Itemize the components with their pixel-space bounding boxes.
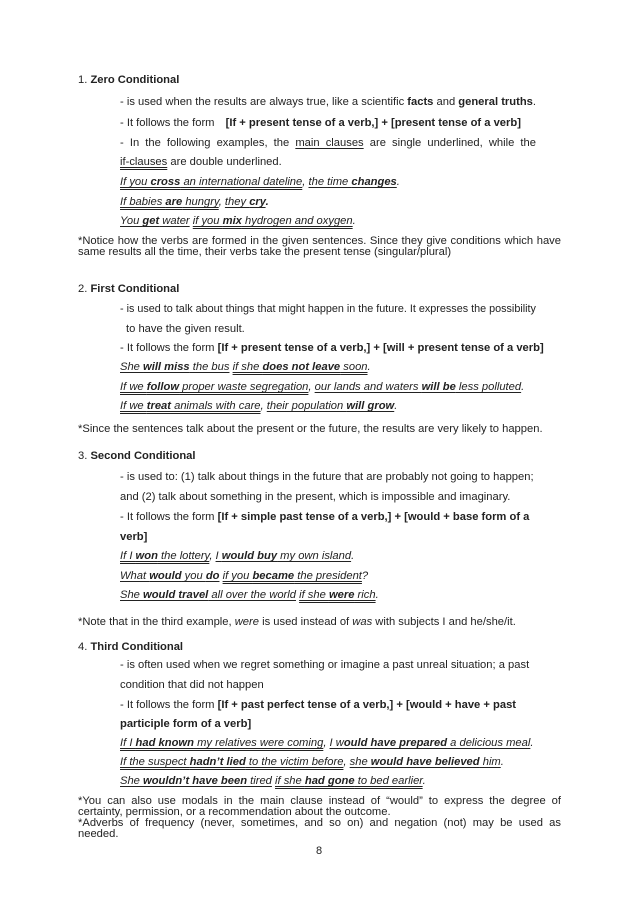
text: with subjects I and he/she/it. <box>372 616 516 628</box>
third-form-line <box>120 699 516 712</box>
text: - It follows the form <box>120 699 218 711</box>
second-form-line-cont <box>120 531 147 544</box>
if-clause <box>233 361 368 373</box>
if-clause <box>299 589 376 601</box>
sentence-fragment: , <box>343 756 350 768</box>
main-clause <box>329 737 534 749</box>
sentence-fragment: tired <box>247 775 272 787</box>
sentence-fragment: , <box>323 737 330 749</box>
main-clause <box>267 400 394 412</box>
sentence-fragment: the bus <box>189 361 230 373</box>
sentence-fragment: I w <box>329 737 344 749</box>
sentence-fragment: ? <box>361 570 369 582</box>
section-heading-first <box>78 283 179 296</box>
sentence-fragment: If I <box>120 550 136 562</box>
verb-emphasis: will be <box>421 381 456 393</box>
first-form-line <box>120 342 544 355</box>
text: - It follows the form <box>120 117 218 129</box>
form-formula: participle form of a verb] <box>120 718 252 730</box>
text: *Note that in the third example, <box>78 616 235 628</box>
sentence-fragment: I <box>215 550 222 562</box>
heading-number: 3. <box>78 450 91 462</box>
heading-title: First Conditional <box>90 283 180 295</box>
sentence-fragment: . <box>396 176 400 188</box>
sentence-fragment: What <box>120 570 150 582</box>
sentence-fragment: him <box>479 756 501 768</box>
example-sentence <box>120 196 269 209</box>
verb-emphasis: does not leave <box>262 361 341 373</box>
sentence-fragment: if she <box>275 775 305 787</box>
main-clause <box>225 196 266 208</box>
verb-emphasis: treat <box>146 400 171 412</box>
if-clause <box>193 215 353 227</box>
sentence-fragment: water <box>159 215 190 227</box>
form-formula: [If + present tense of a verb,] + [present tense of a verb] <box>225 117 521 129</box>
sentence-fragment: their population <box>266 400 347 412</box>
sentence-fragment: If you <box>120 176 151 188</box>
sentence-fragment: proper waste segregation <box>179 381 309 393</box>
sentence-fragment: animals with care <box>170 400 261 412</box>
verb-emphasis: would have believed <box>370 756 480 768</box>
sentence-fragment: rich <box>354 589 376 601</box>
if-clause <box>120 550 209 562</box>
first-line-1: - is used to talk about things that might happen in the future. It expresses the possibility <box>120 303 536 315</box>
sentence-fragment: if she <box>299 589 329 601</box>
verb-emphasis: will miss <box>143 361 190 373</box>
sentence-fragment: . <box>530 737 534 749</box>
heading-number: 2. <box>78 283 91 295</box>
note-paragraph <box>78 616 516 629</box>
form-formula: [If + past perfect tense of a verb,] + [would + have + past <box>217 699 517 711</box>
sentence-fragment: they <box>224 196 250 208</box>
main-clause <box>315 381 521 393</box>
italic-term: were <box>234 616 259 628</box>
verb-emphasis: won <box>135 550 158 562</box>
sentence-fragment: . <box>500 756 504 768</box>
sentence-fragment: if you <box>192 215 223 227</box>
zero-line-1 <box>120 96 536 109</box>
example-sentence <box>120 756 504 769</box>
sentence-fragment: the time <box>308 176 352 188</box>
zero-line-4 <box>120 156 282 169</box>
text: is used instead of <box>258 616 353 628</box>
example-sentence <box>120 176 400 189</box>
sentence-fragment: to the victim before <box>245 756 344 768</box>
sentence-fragment: less polluted <box>455 381 522 393</box>
if-clause <box>120 756 343 768</box>
example-sentence <box>120 215 356 228</box>
text: are single underlined, while the <box>363 137 536 149</box>
form-formula: verb] <box>120 531 148 543</box>
sentence-fragment: if you <box>222 570 253 582</box>
verb-emphasis: became <box>252 570 295 582</box>
example-sentence <box>120 775 426 788</box>
verb-emphasis: had gone <box>304 775 355 787</box>
note-paragraph: *Since the sentences talk about the present or the future, the results are very likely to happen. <box>78 423 543 435</box>
third-line-2: condition that did not happen <box>120 679 264 691</box>
sentence-fragment: . <box>351 550 355 562</box>
example-sentence <box>120 570 368 583</box>
if-clause <box>120 381 308 393</box>
main-clause <box>350 756 501 768</box>
note-paragraph: *You can also use modals in the main clause instead of “would” to express the degree of certainty, permission, or a recommendation about the outcome. <box>78 795 561 818</box>
first-line-2: to have the given result. <box>126 323 245 335</box>
page-number: 8 <box>315 845 323 857</box>
sentence-fragment: . <box>375 589 379 601</box>
italic-term: was <box>352 616 373 628</box>
form-formula: [If + present tense of a verb,] + [will + present tense of a verb] <box>217 342 544 354</box>
verb-emphasis: were <box>328 589 355 601</box>
sentence-fragment: a delicious meal <box>447 737 531 749</box>
example-sentence <box>120 550 354 563</box>
sentence-fragment: , <box>218 196 225 208</box>
main-clause <box>308 176 396 188</box>
main-clause <box>215 550 355 562</box>
sentence-fragment: hydrogen and oxygen <box>241 215 353 227</box>
third-line-1: - is often used when we regret something or imagine a past unreal situation; a past <box>120 659 530 671</box>
verb-emphasis: . <box>265 196 269 208</box>
second-line-2: and (2) talk about something in the present, which is impossible and imaginary. <box>120 491 511 503</box>
verb-emphasis: wouldn’t have been <box>143 775 248 787</box>
verb-emphasis: changes <box>351 176 397 188</box>
sentence-fragment: , <box>302 176 309 188</box>
zero-line-3 <box>120 137 560 150</box>
section-heading-third <box>78 641 183 654</box>
text: - It follows the form <box>120 342 218 354</box>
verb-emphasis: cross <box>150 176 181 188</box>
verb-emphasis: had known <box>135 737 194 749</box>
sentence-fragment: . <box>367 361 371 373</box>
example-sentence <box>120 361 371 374</box>
sentence-fragment: . <box>521 381 525 393</box>
main-clause <box>120 215 190 227</box>
verb-emphasis: cry <box>249 196 266 208</box>
sentence-fragment: . <box>394 400 398 412</box>
if-clause <box>120 737 323 749</box>
verb-emphasis: would buy <box>221 550 278 562</box>
sentence-fragment: You <box>120 215 143 227</box>
bold-term: general truths <box>458 96 533 108</box>
if-clause <box>223 570 362 582</box>
verb-emphasis: will grow <box>346 400 395 412</box>
main-clause <box>120 570 219 582</box>
heading-title: Third Conditional <box>90 641 184 653</box>
sentence-fragment: soon <box>340 361 368 373</box>
heading-number: 4. <box>78 641 91 653</box>
text: - It follows the form <box>120 511 218 523</box>
sentence-fragment: my relatives were coming <box>193 737 324 749</box>
third-form-line-cont <box>120 718 251 731</box>
if-clause <box>275 775 423 787</box>
sentence-fragment: you <box>181 570 206 582</box>
sentence-fragment: If the suspect <box>120 756 190 768</box>
example-sentence <box>120 381 524 394</box>
sentence-fragment: If I <box>120 737 136 749</box>
verb-emphasis: are <box>165 196 183 208</box>
sentence-fragment: , <box>308 381 315 393</box>
sentence-fragment: . <box>352 215 356 227</box>
verb-emphasis: would travel <box>143 589 209 601</box>
example-sentence <box>120 589 379 602</box>
sentence-fragment: the president <box>294 570 362 582</box>
section-heading-zero <box>78 74 179 87</box>
verb-emphasis: get <box>142 215 160 227</box>
verb-emphasis: do <box>205 570 220 582</box>
second-form-line <box>120 511 529 524</box>
note-paragraph: *Notice how the verbs are formed in the given sentences. Since they give conditions which have same results all the time, their verbs take the present tense (singular/plural) <box>78 235 561 258</box>
zero-form-line <box>120 117 521 130</box>
sentence-fragment: our lands and waters <box>314 381 422 393</box>
sentence-fragment: my own island <box>277 550 352 562</box>
second-line-1: - is used to: (1) talk about things in the future that are probably not going to happen; <box>120 471 534 483</box>
main-clause <box>120 775 272 787</box>
example-sentence <box>120 737 533 750</box>
note-paragraph: *Adverbs of frequency (never, sometimes, and so on) and negation (not) may be used as needed. <box>78 817 561 840</box>
bold-term: facts <box>407 96 434 108</box>
sentence-fragment: she <box>349 756 371 768</box>
sentence-fragment: If we <box>120 400 147 412</box>
form-formula: [If + simple past tense of a verb,] + [would + base form of a <box>217 511 530 523</box>
verb-emphasis: ould have prepared <box>343 737 448 749</box>
sentence-fragment: if she <box>232 361 263 373</box>
text: and <box>433 96 459 108</box>
example-sentence <box>120 400 397 413</box>
verb-emphasis: mix <box>222 215 242 227</box>
heading-number: 1. <box>78 74 91 86</box>
verb-emphasis: would <box>149 570 182 582</box>
text: are double underlined. <box>167 156 282 168</box>
sentence-fragment: She <box>120 361 144 373</box>
sentence-fragment: If babies <box>120 196 166 208</box>
sentence-fragment: . <box>422 775 426 787</box>
sentence-fragment: the lottery <box>157 550 210 562</box>
heading-title: Second Conditional <box>90 450 196 462</box>
if-clause <box>120 400 261 412</box>
underlined-term: main clauses <box>295 137 364 149</box>
sentence-fragment: She <box>120 775 144 787</box>
verb-emphasis: follow <box>146 381 180 393</box>
section-heading-second <box>78 450 196 463</box>
sentence-fragment: an international dateline <box>180 176 303 188</box>
sentence-fragment: , <box>260 400 267 412</box>
main-clause <box>120 361 229 373</box>
sentence-fragment: hungry <box>182 196 219 208</box>
sentence-fragment: to bed earlier <box>354 775 423 787</box>
if-clause <box>120 176 302 188</box>
double-underlined-term: if-clauses <box>120 156 168 168</box>
sentence-fragment: , <box>209 550 216 562</box>
verb-emphasis: hadn’t lied <box>189 756 246 768</box>
text: . <box>532 96 537 108</box>
sentence-fragment: She <box>120 589 144 601</box>
sentence-fragment: all over the world <box>208 589 296 601</box>
if-clause <box>120 196 219 208</box>
text: - is used when the results are always true, like a scientific <box>120 96 408 108</box>
heading-title: Zero Conditional <box>90 74 180 86</box>
text: - In the following examples, the <box>120 137 296 149</box>
sentence-fragment: If we <box>120 381 147 393</box>
main-clause <box>120 589 296 601</box>
